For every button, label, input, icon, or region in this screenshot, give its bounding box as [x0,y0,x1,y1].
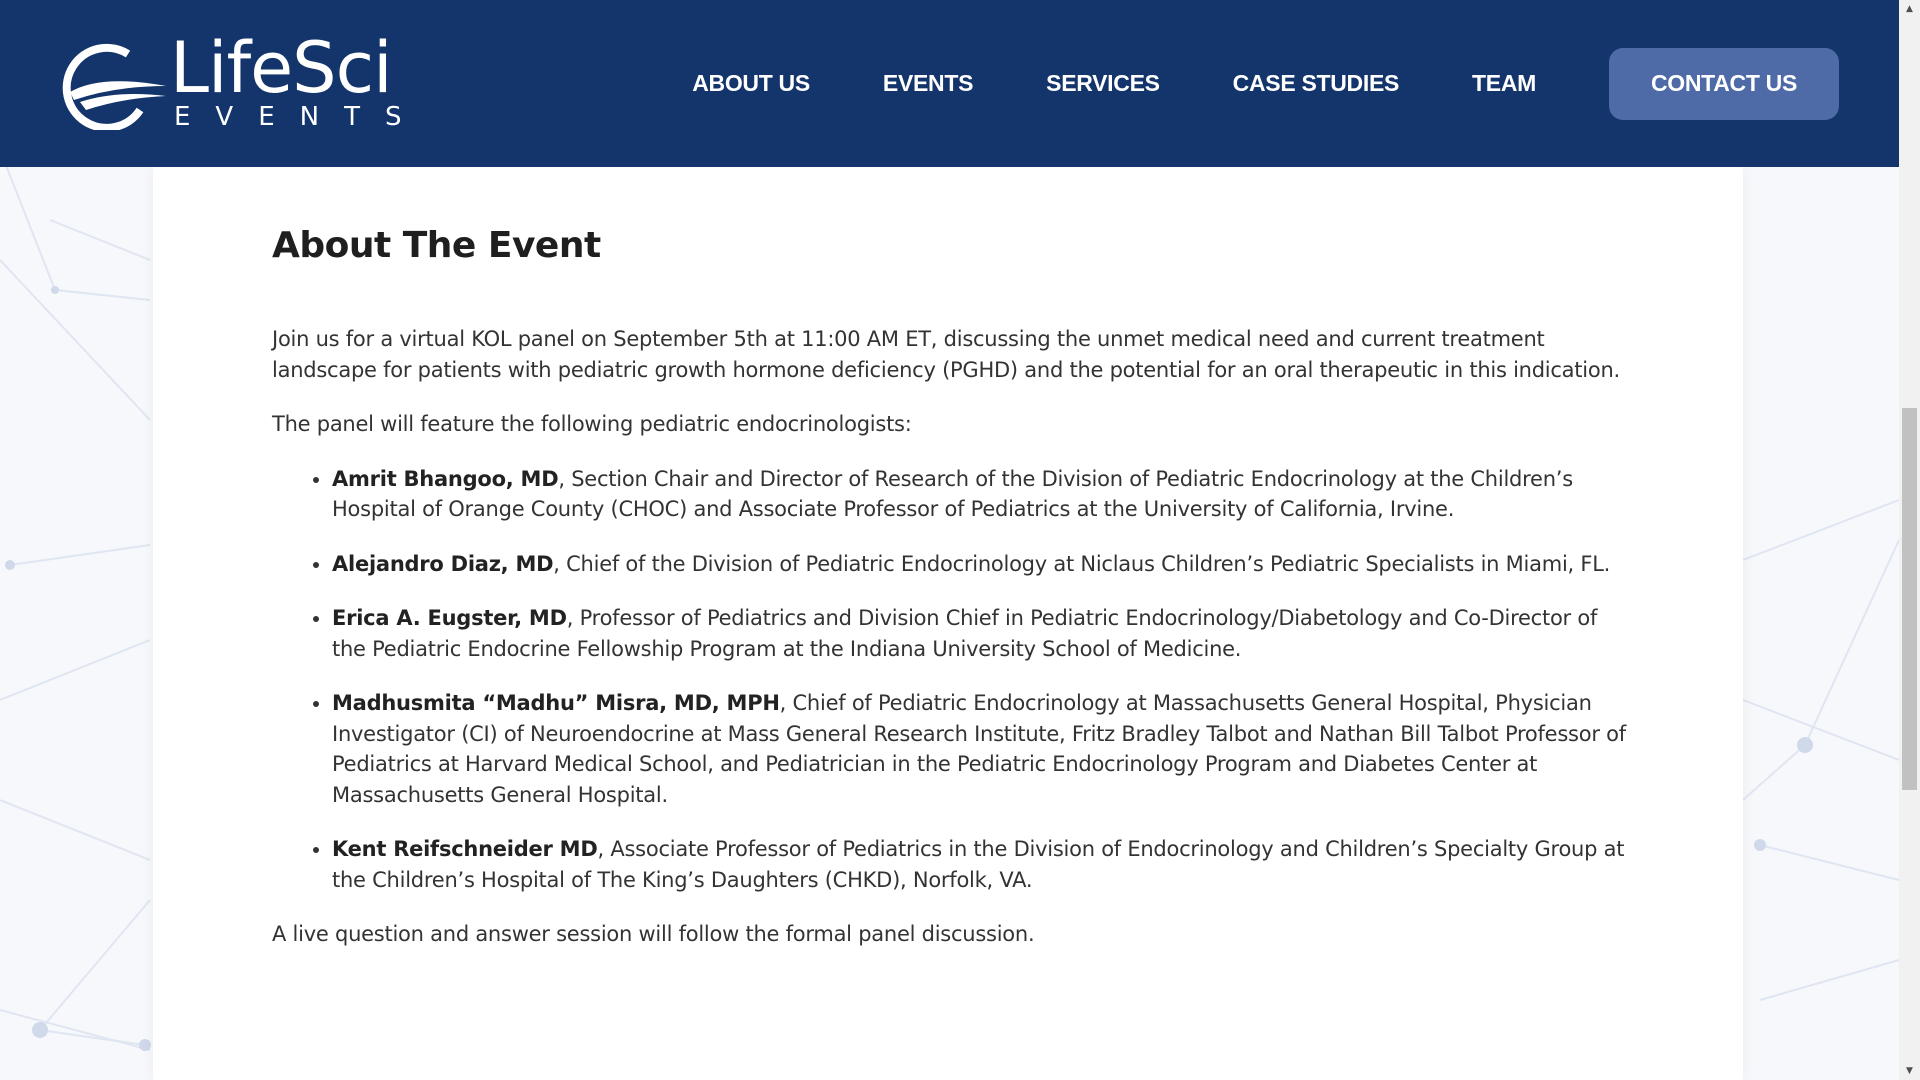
logo-title: LifeSci [170,27,392,109]
panelist-description: , Professor of Pediatrics and Division Chief in Pediatric Endocrinology/Diabetology and Co-Director of the Pediatric Endocrine Fellowship Program at the Indiana University School of Medicine. [332,606,1598,661]
panelist-name: Erica A. Eugster, MD [332,606,567,630]
contact-us-button[interactable]: CONTACT US [1609,48,1839,120]
panelist-description: , Chief of Pediatric Endocrinology at Massachusetts General Hospital, Physician Investigator (CI) of Neuroendocrine at Mass General Research Institute, Fritz Bradley Talbot and Nathan Bill Talbot Professor of Pediatrics at Harvard Medical School, and Pediatrician in the Pediatric Endocrinology Program and Diabetes Center at Massachusetts General Hospital. [332,691,1626,807]
panelist-description: , Associate Professor of Pediatrics in the Division of Endocrinology and Children’s Specialty Group at the Children’s Hospital of The King’s Daughters (CHKD), Norfolk, VA. [332,837,1625,892]
list-item [332,464,1637,525]
scroll-down-arrow-icon[interactable]: ▼ [1906,1066,1913,1076]
panelist-name: Amrit Bhangoo, MD [332,466,559,491]
site-header [0,0,1899,167]
list-item [332,603,1637,664]
about-event-section [272,225,1637,950]
panelist-description: , Chief of the Division of Pediatric Endocrinology at Niclaus Children’s Pediatric Specialists in Miami, FL. [553,551,1611,576]
logo-wave-icon [56,40,166,130]
panelist-description: , Section Chair and Director of Research of the Division of Pediatric Endocrinology at the Children’s Hospital of Orange County (CHOC) and Associate Professor of Pediatrics at the University of California, Irvine. [332,466,1573,521]
list-item [332,834,1637,895]
panelist-name: Kent Reifschneider MD [332,837,598,861]
nav-case-studies[interactable]: CASE STUDIES [1232,70,1400,96]
nav-events[interactable]: EVENTS [882,70,974,96]
nav-about-us[interactable]: ABOUT US [692,70,810,96]
page-scrollbar[interactable] [1899,0,1920,1080]
panel-intro-paragraph: The panel will feature the following pediatric endocrinologists: [272,412,912,436]
scroll-up-arrow-icon[interactable]: ▲ [1906,4,1913,14]
section-title: About The Event [272,225,601,266]
logo[interactable] [56,27,427,136]
main-nav [692,0,1839,167]
panelist-name: Madhusmita “Madhu” Misra, MD, MPH [332,691,780,715]
nav-team[interactable]: TEAM [1472,70,1536,96]
scrollbar-thumb[interactable] [1902,408,1917,790]
logo-subtitle: EVENTS [174,102,427,132]
panelist-list [272,464,1637,896]
content-card [153,167,1743,1080]
closing-paragraph: A live question and answer session will follow the formal panel discussion. [272,922,1035,946]
panelist-name: Alejandro Diaz, MD [332,551,554,576]
list-item [332,688,1637,810]
intro-paragraph: Join us for a virtual KOL panel on September 5th at 11:00 AM ET, discussing the unmet medical need and current treatment landscape for patients with pediatric growth hormone deficiency (PGHD) and the potential for an oral therapeutic in this indication. [272,327,1620,382]
nav-services[interactable]: SERVICES [1046,70,1160,96]
list-item [332,549,1637,580]
